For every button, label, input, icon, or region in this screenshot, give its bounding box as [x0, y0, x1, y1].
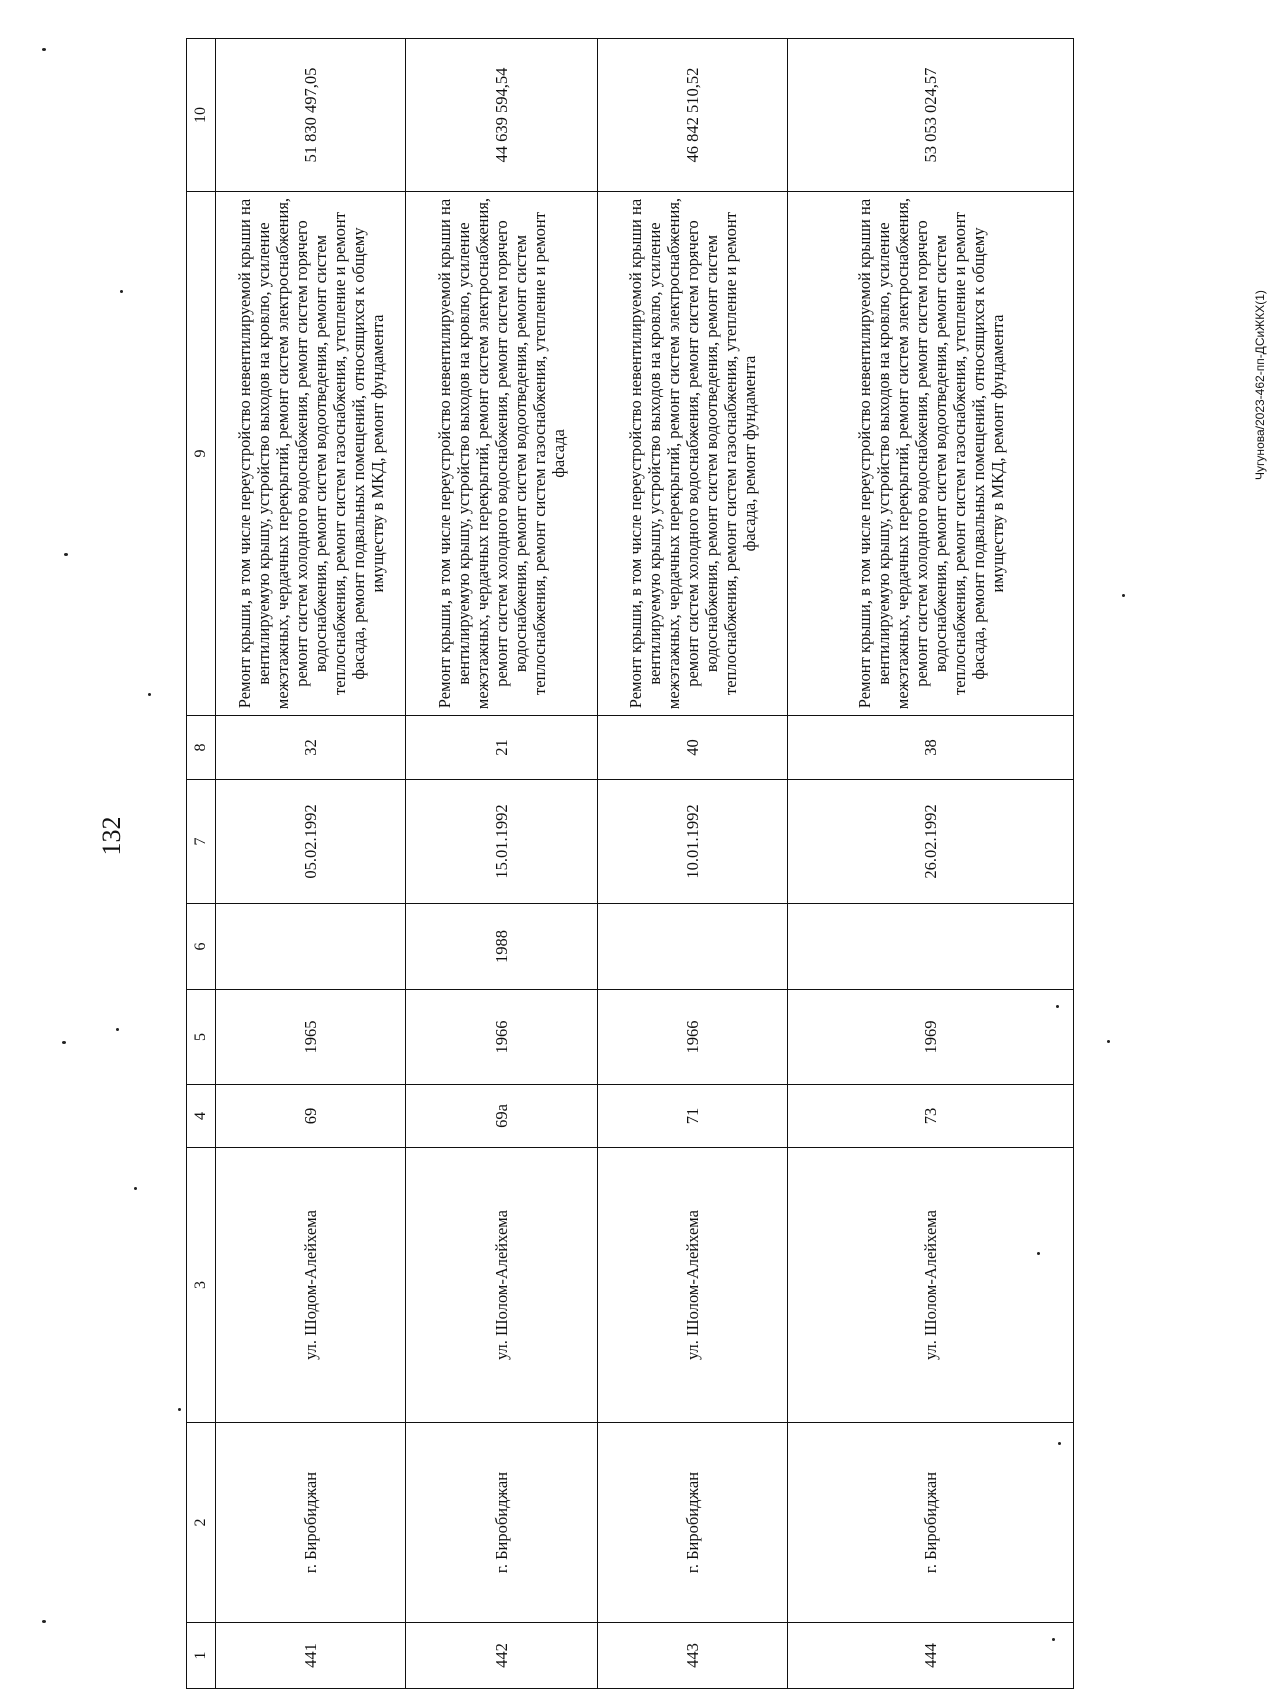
count-cell: 38: [788, 716, 1074, 780]
scan-speck: [148, 693, 151, 696]
page-number: 132: [97, 816, 126, 856]
city-cell: г. Биробиджан: [216, 1423, 406, 1623]
year-overhaul-cell: [216, 904, 406, 990]
count-cell: 40: [598, 716, 788, 780]
table-row: [216, 39, 406, 1689]
column-number: 2: [187, 1423, 216, 1623]
row-number: 441: [216, 1623, 406, 1689]
column-number: 7: [187, 780, 216, 904]
column-number: 8: [187, 716, 216, 780]
row-number: 444: [788, 1623, 1074, 1689]
cost-cell: 44 639 594,54: [406, 39, 598, 192]
repair-works-cell: Ремонт крыши, в том числе переустройство невентилируемой крыши на вентилируемую крышу, устройство выходов на кровлю, усиление межэтажных, чердачных перекрытий, ремонт систем электроснабжения, ремонт систем холодного водоснабжения, ремонт систем горячего водоснабжения, ремонт систем водоотведения, ремонт систем теплоснабжения, ремонт систем газоснабжения, утепление и ремонт фасада: [406, 192, 598, 716]
year-overhaul-cell: [788, 904, 1074, 990]
house-number-cell: 73: [788, 1085, 1074, 1148]
cost-cell: 46 842 510,52: [598, 39, 788, 192]
year-overhaul-cell: [598, 904, 788, 990]
document-code: Чугунова/2023-462-пп-ДСиЖКХ(1): [1253, 290, 1267, 480]
year-overhaul-cell: 1988: [406, 904, 598, 990]
column-number: 1: [187, 1623, 216, 1689]
house-number-cell: 71: [598, 1085, 788, 1148]
scan-speck: [116, 1028, 119, 1031]
cost-cell: 53 053 024,57: [788, 39, 1074, 192]
scan-speck: [1107, 1040, 1110, 1043]
scan-speck: [1122, 594, 1125, 597]
scan-speck: [120, 290, 123, 293]
housing-repair-table-wrapper: [186, 39, 1072, 1689]
year-built-cell: 1966: [598, 990, 788, 1085]
street-cell: ул. Шолом-Алейхема: [406, 1148, 598, 1423]
column-number: 6: [187, 904, 216, 990]
scan-speck: [42, 48, 46, 51]
column-number-row: [187, 39, 216, 1689]
column-number: 9: [187, 192, 216, 716]
street-cell: ул. Шодом-Алейхема: [216, 1148, 406, 1423]
count-cell: 21: [406, 716, 598, 780]
column-number: 5: [187, 990, 216, 1085]
row-number: 442: [406, 1623, 598, 1689]
column-number: 3: [187, 1148, 216, 1423]
table-row: [406, 39, 598, 1689]
city-cell: г. Биробиджан: [598, 1423, 788, 1623]
house-number-cell: 69: [216, 1085, 406, 1148]
date-cell: 26.02.1992: [788, 780, 1074, 904]
housing-repair-table: [186, 38, 1074, 1689]
scan-speck: [64, 553, 68, 556]
repair-works-cell: Ремонт крыши, в том числе переустройство невентилируемой крыши на вентилируемую крышу, устройство выходов на кровлю, усиление межэтажных, чердачных перекрытий, ремонт систем электроснабжения, ремонт систем холодного водоснабжения, ремонт систем горячего водоснабжения, ремонт систем водоотведения, ремонт систем теплоснабжения, ремонт систем газоснабжения, утепление и ремонт фасада, ремонт подвальных помещений, относящихся к общему имуществу в МКД, ремонт фундамента: [216, 192, 406, 716]
scan-speck: [134, 1187, 137, 1190]
scan-speck: [42, 1620, 46, 1623]
repair-works-cell: Ремонт крыши, в том числе переустройство невентилируемой крыши на вентилируемую крышу, устройство выходов на кровлю, усиление межэтажных, чердачных перекрытий, ремонт систем электроснабжения, ремонт систем холодного водоснабжения, ремонт систем горячего водоснабжения, ремонт систем водоотведения, ремонт систем теплоснабжения, ремонт систем газоснабжения, утепление и ремонт фасада, ремонт подвальных помещений, относящихся к общему имуществу в МКД, ремонт фундамента: [788, 192, 1074, 716]
count-cell: 32: [216, 716, 406, 780]
date-cell: 05.02.1992: [216, 780, 406, 904]
house-number-cell: 69а: [406, 1085, 598, 1148]
street-cell: ул. Шолом-Алейхема: [598, 1148, 788, 1423]
date-cell: 15.01.1992: [406, 780, 598, 904]
cost-cell: 51 830 497,05: [216, 39, 406, 192]
row-number: 443: [598, 1623, 788, 1689]
scan-speck: [178, 1408, 181, 1411]
scan-speck: [62, 1041, 66, 1044]
year-built-cell: 1965: [216, 990, 406, 1085]
year-built-cell: 1969: [788, 990, 1074, 1085]
street-cell: ул. Шолом-Алейхема: [788, 1148, 1074, 1423]
date-cell: 10.01.1992: [598, 780, 788, 904]
column-number: 10: [187, 39, 216, 192]
city-cell: г. Биробиджан: [788, 1423, 1074, 1623]
table-row: [598, 39, 788, 1689]
table-row: [788, 39, 1074, 1689]
repair-works-cell: Ремонт крыши, в том числе переустройство невентилируемой крыши на вентилируемую крышу, устройство выходов на кровлю, усиление межэтажных, чердачных перекрытий, ремонт систем электроснабжения, ремонт систем холодного водоснабжения, ремонт систем горячего водоснабжения, ремонт систем водоотведения, ремонт систем теплоснабжения, ремонт систем газоснабжения, утепление и ремонт фасада, ремонт фундамента: [598, 192, 788, 716]
column-number: 4: [187, 1085, 216, 1148]
year-built-cell: 1966: [406, 990, 598, 1085]
city-cell: г. Биробиджан: [406, 1423, 598, 1623]
